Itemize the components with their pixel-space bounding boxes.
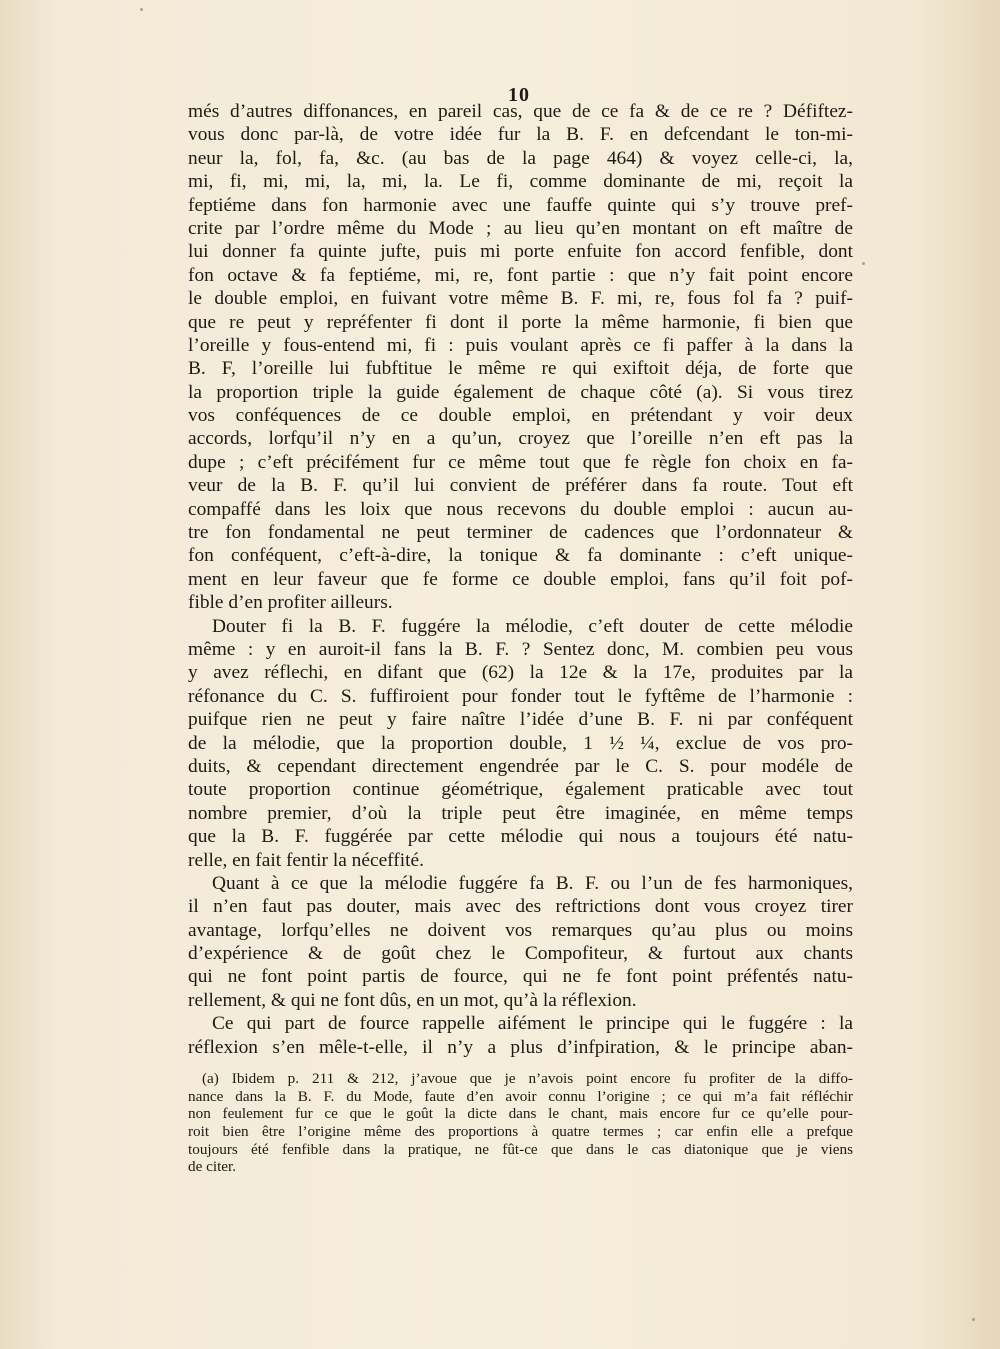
paragraph <box>188 615 853 872</box>
text-line: neur la, fol, fa, &c. (au bas de la page 464) & voyez celle-ci, la, <box>188 147 853 169</box>
text-line: que re peut y repréfenter fi dont il porte la même harmonie, fi bien que <box>188 311 853 333</box>
text-line: B. F, l’oreille lui fubftitue le même re qui exiftoit déja, de forte que <box>188 358 853 380</box>
page-number: 10 <box>508 84 530 106</box>
text-line: Quant à ce que la mélodie fuggére fa B. F. ou l’un de fes harmoniques, <box>212 872 853 894</box>
text-line: il n’en faut pas douter, mais avec des reftrictions dont vous croyez tirer <box>188 896 853 918</box>
footnote-line: nance dans la B. F. du Mode, faute d’en avoir connu l’origine ; ce qui m’a fait réfléchir <box>188 1087 853 1105</box>
text-line: que la B. F. fuggérée par cette mélodie qui nous a toujours été natu- <box>188 826 853 848</box>
text-line: la proportion triple la guide également de chaque côté (a). Si vous tirez <box>188 381 853 403</box>
text-line: l’oreille y fous-entend mi, fi : puis voulant après ce fi paffer à la dans la <box>188 334 853 356</box>
text-line: le double emploi, en fuivant votre même B. F. mi, re, fous fol fa ? puif- <box>188 288 853 310</box>
text-line: fible d’en profiter ailleurs. <box>188 592 393 614</box>
text-line: rellement, & qui ne font dûs, en un mot, qu’à la réflexion. <box>188 989 637 1011</box>
text-line: avantage, lorfqu’elles ne doivent vos remarques qu’au plus ou moins <box>188 919 853 941</box>
text-line: toute proportion continue géométrique, également praticable avec tout <box>188 779 853 801</box>
text-line: feptiéme dans fon harmonie avec une fauffe quinte qui s’y trouve pref- <box>188 194 853 216</box>
paper-speck <box>862 262 865 265</box>
footnotes <box>188 1070 853 1176</box>
text-line: relle, en fait fentir la néceffité. <box>188 849 424 871</box>
text-line: Ce qui part de fource rappelle aifément le principe qui le fuggére : la <box>212 1013 853 1035</box>
text-line: réflexion s’en mêle-t-elle, il n’y a plus d’infpiration, & le principe aban- <box>188 1036 853 1058</box>
paper-speck <box>972 1318 975 1321</box>
footnote-line: non feulement fur ce que le goût la dicte dans le chant, mais encore fur ce qu’elle pour- <box>188 1105 853 1123</box>
text-line: même : y en auroit-il fans la B. F. ? Sentez donc, M. combien peu vous <box>188 638 853 660</box>
paragraph <box>188 1012 853 1059</box>
text-line: dupe ; c’eft précifément fur ce même tout que fe règle fon choix en fa- <box>188 451 853 473</box>
footnote-line: de citer. <box>188 1158 237 1176</box>
text-line: veur de la B. F. qu’il lui convient de préférer dans fa route. Tout eft <box>188 475 853 497</box>
text-line: més d’autres diffonances, en pareil cas, que de ce fa & de ce re ? Défiftez- <box>188 101 853 122</box>
paragraph <box>188 872 853 1012</box>
text-line: crite par l’ordre même du Mode ; au lieu qu’en montant on eft maître de <box>188 217 853 239</box>
text-line: ment en leur faveur que fe forme ce double emploi, fans qu’il foit pof- <box>188 568 853 590</box>
text-line: compaffé dans les loix que nous recevons du double emploi : aucun au- <box>188 498 853 520</box>
text-line: qui ne font point partis de fource, qui ne fe font point préfentés natu- <box>188 966 853 988</box>
footnote-line: (a) Ibidem p. 211 & 212, j’avoue que je n’avois point encore fu profiter de la diffo- <box>202 1070 853 1087</box>
paragraph <box>188 100 853 615</box>
body-text <box>188 100 853 1059</box>
text-line: de la mélodie, que la proportion double, 1 ½ ¼, exclue de vos pro- <box>188 732 853 754</box>
text-line: vous donc par-là, de votre idée fur la B. F. en defcendant le ton-mi- <box>188 124 853 146</box>
footnote-line: roit bien être l’origine même des proportions à quatre termes ; car enfin elle a prefque <box>188 1123 853 1141</box>
text-line: Douter fi la B. F. fuggére la mélodie, c’eft douter de cette mélodie <box>212 615 853 637</box>
text-line: vos conféquences de ce double emploi, en prétendant y voir deux <box>188 405 853 427</box>
text-line: d’expérience & de goût chez le Compofiteur, & furtout aux chants <box>188 943 853 965</box>
text-line: nombre premier, d’où la triple peut être imaginée, en même temps <box>188 802 853 824</box>
text-line: fon octave & fa feptiéme, mi, re, font partie : que n’y fait point encore <box>188 264 853 286</box>
text-line: accords, lorfqu’il n’y en a qu’un, croyez que l’oreille n’en eft pas la <box>188 428 853 450</box>
text-line: réfonance du C. S. fuffiroient pour fonder tout le fyftême de l’harmonie : <box>188 685 853 707</box>
paper-speck <box>140 8 143 11</box>
text-line: tre fon fondamental ne peut terminer de cadences que l’ordonnateur & <box>188 522 853 544</box>
footnote-line: toujours été fenfible dans la pratique, ne fût-ce que dans le cas diatonique que je viens <box>188 1140 853 1158</box>
text-line: duits, & cependant directement engendrée par le C. S. pour modéle de <box>188 755 853 777</box>
text-line: puifque rien ne peut y faire naître l’idée d’une B. F. ni par conféquent <box>188 709 853 731</box>
text-line: fon conféquent, c’eft-à-dire, la tonique & fa dominante : c’eft unique- <box>188 545 853 567</box>
text-line: y avez réflechi, en difant que (62) la 12e & la 17e, produites par la <box>188 662 853 684</box>
text-line: lui donner fa quinte jufte, puis mi porte enfuite fon accord fenfible, dont <box>188 241 853 263</box>
text-line: mi, fi, mi, mi, la, mi, la. Le fi, comme dominante de mi, reçoit la <box>188 171 853 193</box>
